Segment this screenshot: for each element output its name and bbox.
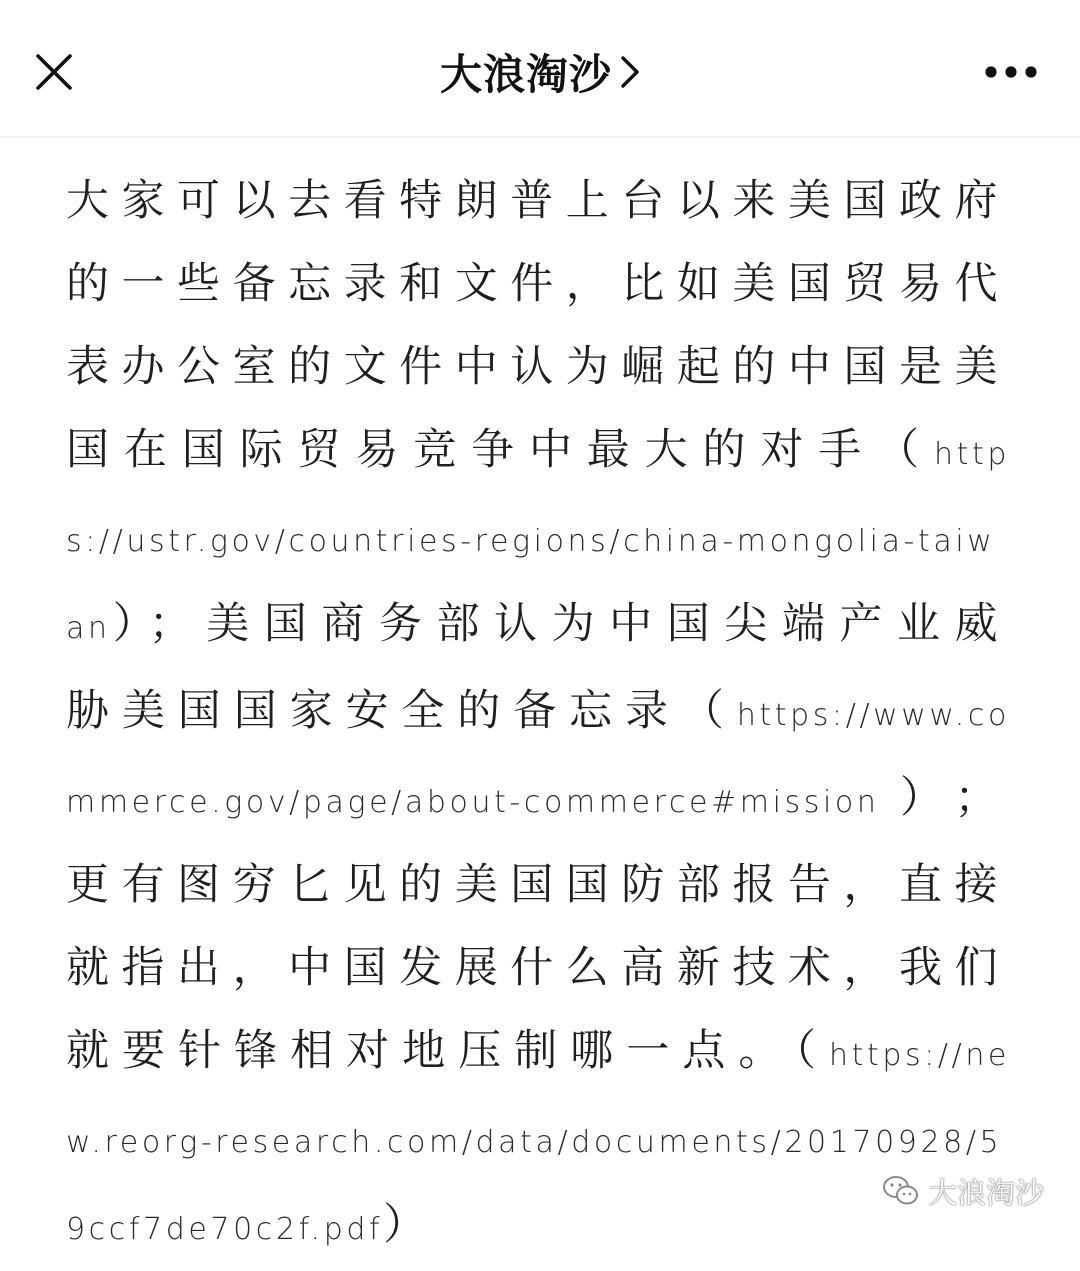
article-body xyxy=(66,160,1010,1271)
watermark-text: 大浪淘沙 xyxy=(927,1175,1044,1210)
article-text: ） xyxy=(383,1200,439,1250)
account-title-link[interactable] xyxy=(0,40,1080,104)
top-nav-bar xyxy=(0,0,1080,137)
wechat-icon xyxy=(882,1175,920,1207)
link-reorg[interactable]: https://new.reorg-research.com/data/documents/20170928/59ccf7de70c2f.pdf xyxy=(66,1038,1010,1247)
article-text: ）；更有图穷匕见的美国国防部报告，直接就指出，中国发展什么高新技术，我们就要针锋相对地压制哪一点。（ xyxy=(66,773,1010,1076)
more-options-button[interactable] xyxy=(978,44,1044,100)
link-commerce[interactable]: https://www.commerce.gov/page/about-commerce#mission xyxy=(66,698,1010,820)
article-text: 大家可以去看特朗普上台以来美国政府的一些备忘录和文件，比如美国贸易代表办公室的文件中认为崛起的中国是美国在国际贸易竞争中最大的对手（ xyxy=(66,176,1010,475)
chevron-right-icon xyxy=(620,55,640,89)
more-icon xyxy=(984,65,1038,79)
watermark xyxy=(882,1169,1044,1213)
article-paragraph xyxy=(66,160,1010,1271)
page-title: 大浪淘沙 xyxy=(439,50,612,99)
link-ustr[interactable]: https://ustr.gov/countries-regions/china-mongolia-taiwan xyxy=(66,437,1010,646)
article-text: ）；美国商务部认为中国尖端产业威胁美国国家安全的备忘录（ xyxy=(66,599,1010,736)
